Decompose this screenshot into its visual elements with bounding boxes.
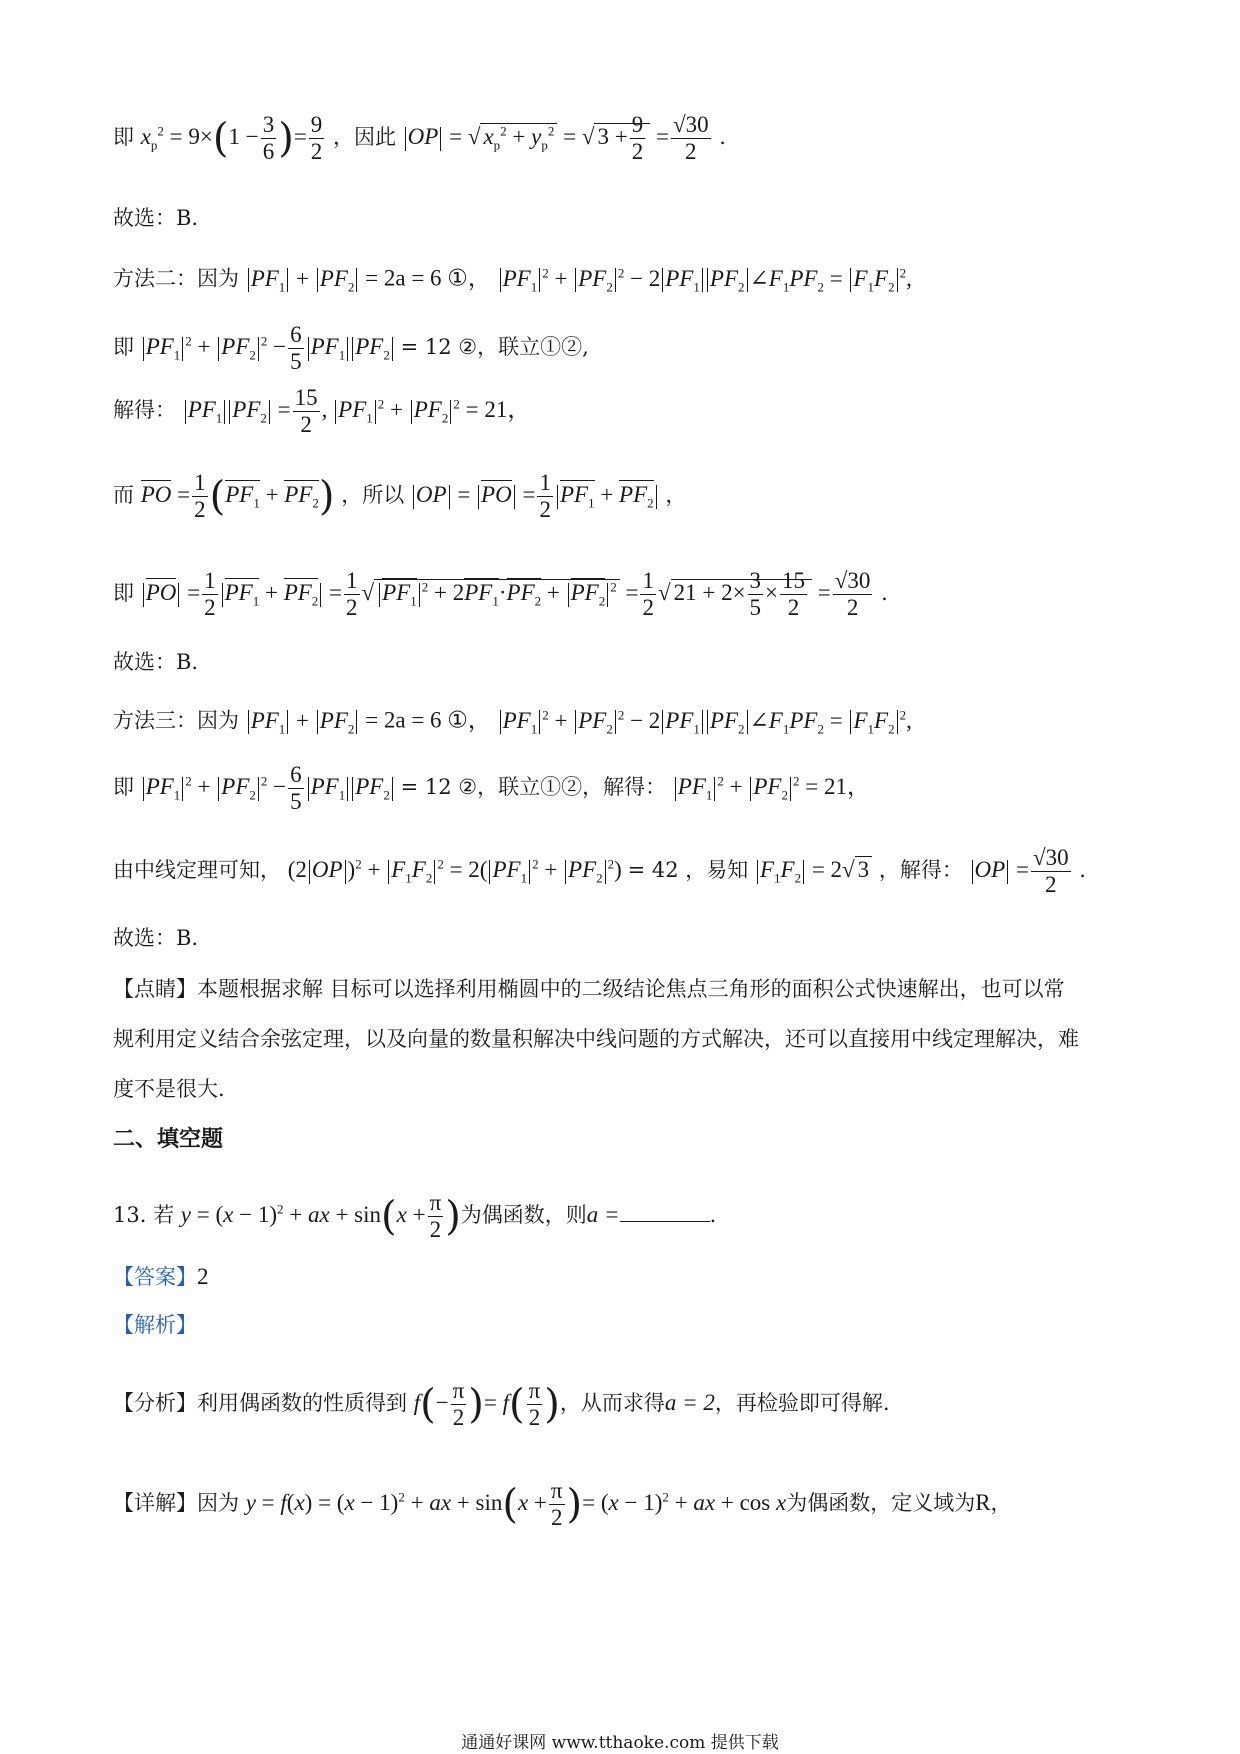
method3-line-1: 方法三：因为 $PF_1 + PF_2 = 2a = 6$ ①， $PF_1^2 + PF_2^2 - 2$ $PF_1$ $PF_2$ $\angle F_1PF_2 = F_1F_2^2$, <box>113 707 912 737</box>
analysis-tag: 【解析】 <box>113 1313 197 1337</box>
answer-blank <box>620 1201 710 1222</box>
method2-line-4: 而 PO = $\frac{1}{2}$ $(PF_1 + PF_2)$ ，所以 OP = PO = $\frac{1}{2}$ $PF_1 + PF_2$ ， <box>113 470 687 522</box>
note-line-2: 规利用定义结合余弦定理，以及向量的数量积解决中线问题的方式解决，还可以直接用中线定理解决，难 <box>113 1027 1079 1051</box>
method2-line-3: 解得： $PF_1$ $PF_2$ = $\frac{15}{2}$ , $PF_1^2 + PF_2^2 = 21$， <box>113 385 531 437</box>
method2-line-2: 即 $PF_1^2 + PF_2^2$ − $\frac{6}{5}$ $PF_1$ $PF_2 = 12$ ②，联立①②, <box>113 322 589 374</box>
method2-line-5: 即 PO = $\frac{1}{2}$ $PF_1 + PF_2$ = $\frac{1}{2}$ √ $PF_1^2 + 2PF_1\cdot PF_2 + PF_2^2$ = $\frac{1}{2}$ √ 21 + 2× $\frac{3}{5}$ × $\frac{15}{2}$ = $\frac{√30}{2}$ . <box>113 568 888 621</box>
note-line-1: 【点睛】本题根据求解 目标可以选择利用椭圆中的二级结论焦点三角形的面积公式快速解出，也可以常 <box>113 977 1065 1001</box>
method3-line-3: 由中线定理可知， (2 OP )$^2 + F_1F_2^2 = 2$( $PF_1^2 + PF_2^2) = 42$ ，易知 $F_1F_2 = 2√$ 3 ，解得： OP = $\frac{√30}{2}$ . <box>113 845 1086 897</box>
solution-line-1: 即 $x_p^2 = 9\times(1$ − $\frac{3}{6}$ )= $\frac{9}{2}$ ，因此 OP = √ $x_p^2 + y_p^2$ = √ 3 + $\frac{9}{2}$ = $\frac{√30}{2}$ . <box>113 112 726 165</box>
note-line-3: 度不是很大. <box>113 1077 225 1101</box>
section-heading: 二、填空题 <box>113 1127 224 1152</box>
question-13: 13. 若 $y = (x - 1)^2$ + ax + sin(x + $\frac{\pi}{2}$ )为偶函数，则a = . <box>113 1190 717 1242</box>
fenxi-line: 【分析】利用偶函数的性质得到 f(− $\frac{\pi}{2}$ )= f( $\frac{\pi}{2}$ )，从而求得a = 2，再检验即可得解. <box>113 1378 890 1430</box>
answer-choice-3: 故选：B. <box>113 926 199 950</box>
method3-line-2: 即 $PF_1^2 + PF_2^2$ − $\frac{6}{5}$ $PF_1$ $PF_2 = 12$ ②，联立①②，解得： $PF_1^2 + PF_2^2 = 21$， <box>113 762 870 814</box>
answer-line: 【答案】2 <box>113 1264 209 1289</box>
answer-choice-2: 故选：B. <box>113 650 199 674</box>
method2-line-1: 方法二：因为 $PF_1 + PF_2 = 2a = 6$ ①， $PF_1^2 + PF_2^2 - 2$ $PF_1$ $PF_2$ $\angle F_1PF_2 = F_1F_2^2$, <box>113 265 912 295</box>
xiangjie-line: 【详解】因为 $y = f(x) = (x - 1)^2$ + ax + sin(x + $\frac{\pi}{2}$ )= $(x - 1)^2$ + ax + cos x为偶函数，定义域为R， <box>113 1478 1012 1530</box>
answer-choice-1: 故选：B. <box>113 206 199 230</box>
footer-source: 通通好课网 www.tthaoke.com 提供下载 <box>461 1733 779 1753</box>
